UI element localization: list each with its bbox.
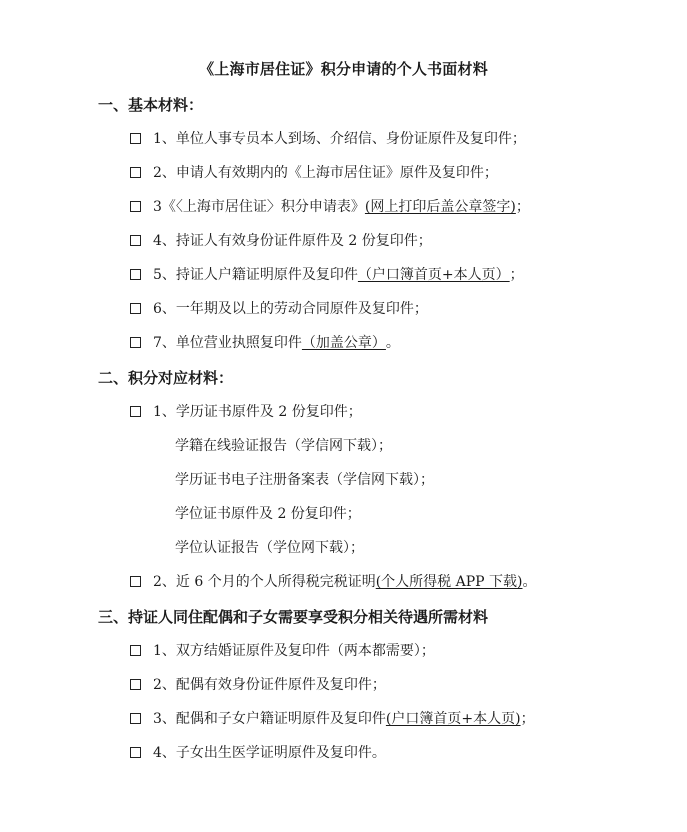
item-text: 2、配偶有效身份证件原件及复印件； [153,677,386,693]
list-item [130,162,498,182]
checkbox-icon[interactable] [130,679,141,690]
item-tail: 。 [385,335,400,351]
item-note: (个人所得税 APP 下载) [375,574,523,590]
sub-item: 学位认证报告（学位网下载）； [175,540,364,556]
item-text: 3《〈上海市居住证〉积分申请表》 [153,199,365,215]
document-title: 《上海市居住证》积分申请的个人书面材料 [199,60,488,78]
list-item [130,640,435,660]
item-text: 3、配偶和子女户籍证明原件及复印件 [153,711,386,727]
section-heading-basic: 一、基本材料： [98,96,204,114]
item-text: 1、双方结婚证原件及复印件（两本都需要）； [153,643,435,659]
checkbox-icon[interactable] [130,406,141,417]
item-text: 1、单位人事专员本人到场、介绍信、身份证原件及复印件； [153,131,526,147]
section-heading-family: 三、持证人同住配偶和子女需要享受积分相关待遇所需材料 [98,608,489,626]
checkbox-icon[interactable] [130,167,141,178]
list-item [130,196,530,216]
item-text: 4、子女出生医学证明原件及复印件。 [153,745,386,761]
checkbox-icon[interactable] [130,645,141,656]
checkbox-icon[interactable] [130,576,141,587]
item-tail: ； [509,267,524,283]
item-text: 1、学历证书原件及 2 份复印件； [153,404,362,420]
list-item [130,742,386,762]
item-text: 2、申请人有效期内的《上海市居住证》原件及复印件； [153,165,498,181]
list-item [130,128,526,148]
checkbox-icon[interactable] [130,201,141,212]
checkbox-icon[interactable] [130,133,141,144]
list-item [130,298,428,318]
checkbox-icon[interactable] [130,713,141,724]
list-item [130,230,432,250]
sub-item: 学籍在线验证报告（学信网下载）； [175,438,392,454]
item-note: (网上打印后盖公章签字) [364,199,516,215]
checkbox-icon[interactable] [130,269,141,280]
item-tail: 。 [522,574,537,590]
list-item [130,571,537,591]
checkbox-icon[interactable] [130,747,141,758]
item-text: 5、持证人户籍证明原件及复印件 [153,267,358,283]
item-text: 2、近 6 个月的个人所得税完税证明 [153,574,376,590]
item-text: 6、一年期及以上的劳动合同原件及复印件； [153,301,428,317]
checkbox-icon[interactable] [130,303,141,314]
item-tail: ； [520,711,535,727]
item-note: (户口簿首页+本人页) [385,711,521,727]
list-item [130,708,535,728]
checkbox-icon[interactable] [130,235,141,246]
item-tail: ； [515,199,530,215]
list-item [130,264,524,284]
sub-item: 学历证书电子注册备案表（学信网下载）； [175,472,434,488]
item-text: 4、持证人有效身份证件原件及 2 份复印件； [153,233,432,249]
list-item [130,401,362,421]
sub-item: 学位证书原件及 2 份复印件； [175,506,361,522]
item-note: （加盖公章） [301,335,386,351]
section-heading-points: 二、积分对应材料： [98,369,234,387]
item-note: （户口簿首页+本人页） [357,267,510,283]
list-item [130,332,400,352]
checkbox-icon[interactable] [130,337,141,348]
item-text: 7、单位营业执照复印件 [153,335,302,351]
list-item [130,674,386,694]
